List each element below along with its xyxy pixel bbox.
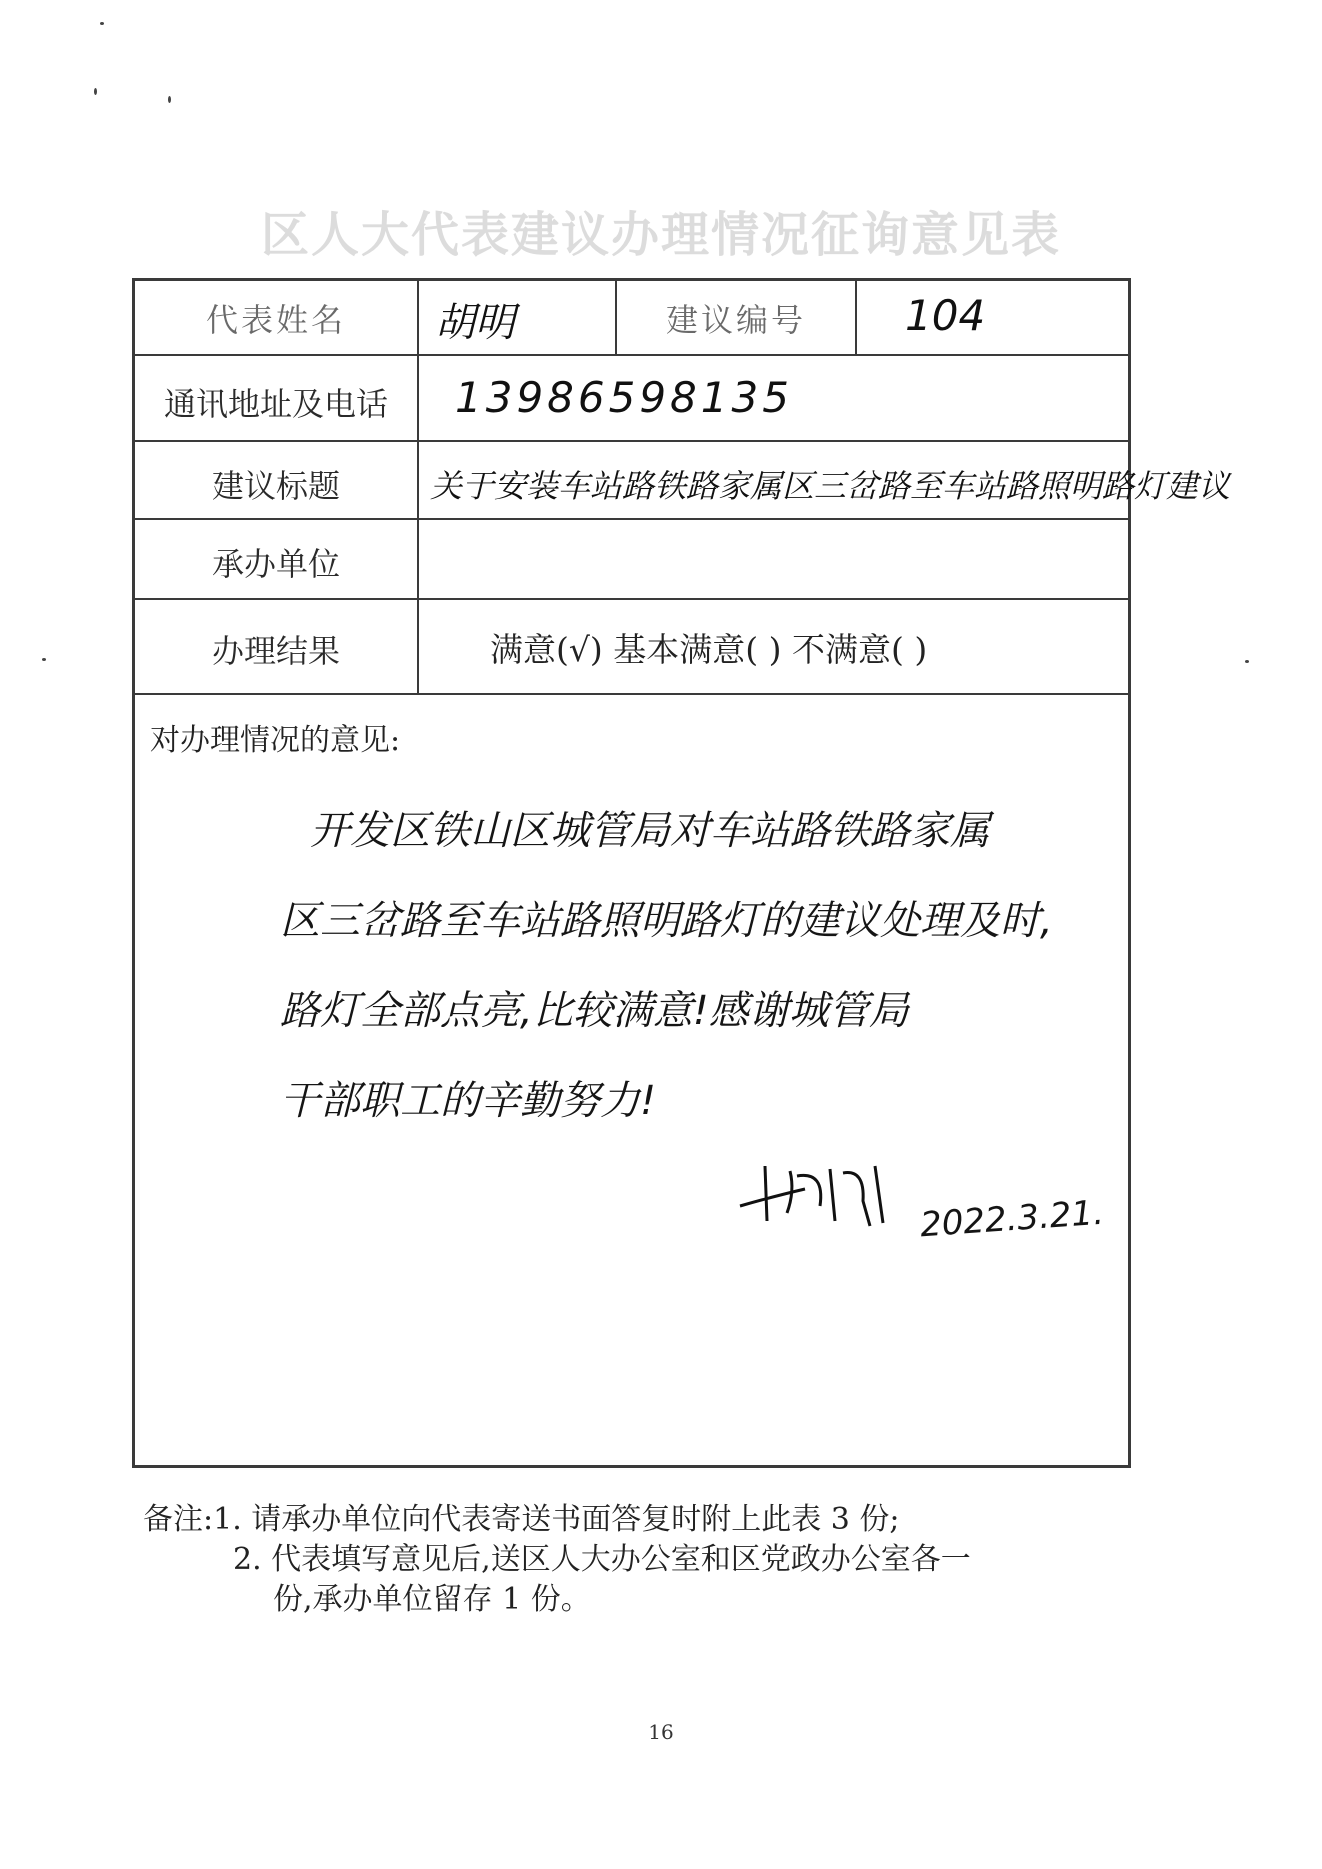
sign-date: 2022.3.21. <box>918 1192 1106 1246</box>
result-options <box>490 624 927 671</box>
row-divider <box>135 518 1128 520</box>
result-basically-satisfied: 基本满意( ) <box>613 630 782 669</box>
contact-label: 通讯地址及电话 <box>163 385 388 423</box>
column-divider <box>417 281 419 693</box>
rep-name-label: 代表姓名 <box>205 301 346 339</box>
note-line-3: 份,承办单位留存 1 份。 <box>273 1582 591 1617</box>
opinion-text <box>280 786 1053 1146</box>
notes <box>143 1500 971 1620</box>
proposal-title-value: 关于安装车站路铁路家属区三岔路至车站路照明路灯建议 <box>430 467 1231 505</box>
scan-speck <box>94 88 97 95</box>
rep-name-value: 胡明 <box>435 300 515 346</box>
result-not-satisfied: 不满意( ) <box>792 630 928 669</box>
note-line-1: 备注:1. 请承办单位向代表寄送书面答复时附上此表 3 份; <box>143 1502 900 1537</box>
survey-form <box>132 278 1231 1468</box>
handwritten-signature <box>735 1151 895 1231</box>
opinion-line: 开发区铁山区城管局对车站路铁路家属 <box>310 808 990 854</box>
document-title: 区人大代表建议办理情况征询意见表 <box>260 207 1061 263</box>
opinion-line: 路灯全部点亮,比较满意!感谢城管局 <box>280 988 909 1034</box>
opinion-line: 区三岔路至车站路照明路灯的建议处理及时, <box>280 898 1053 944</box>
proposal-no-value: 104 <box>905 291 986 340</box>
row-divider <box>135 354 1128 356</box>
scan-speck <box>100 22 104 25</box>
row-divider <box>135 693 1128 695</box>
opinion-label: 对办理情况的意见: <box>150 723 401 758</box>
proposal-no-label: 建议编号 <box>665 301 806 339</box>
scan-speck <box>42 658 46 661</box>
handling-unit-label: 承办单位 <box>211 545 340 583</box>
proposal-title-label: 建议标题 <box>211 467 340 505</box>
opinion-line: 干部职工的辛勤努力! <box>280 1078 657 1124</box>
scan-speck <box>1245 660 1249 663</box>
result-label: 办理结果 <box>211 632 340 670</box>
column-divider <box>855 281 857 354</box>
row-divider <box>135 440 1128 442</box>
contact-value: 13986598135 <box>455 373 793 422</box>
page-number: 16 <box>648 1720 674 1744</box>
result-satisfied-checked: 满意(√) <box>490 630 603 669</box>
row-divider <box>135 598 1128 600</box>
note-line-2: 2. 代表填写意见后,送区人大办公室和区党政办公室各一 <box>233 1542 971 1577</box>
scan-speck <box>168 96 171 103</box>
